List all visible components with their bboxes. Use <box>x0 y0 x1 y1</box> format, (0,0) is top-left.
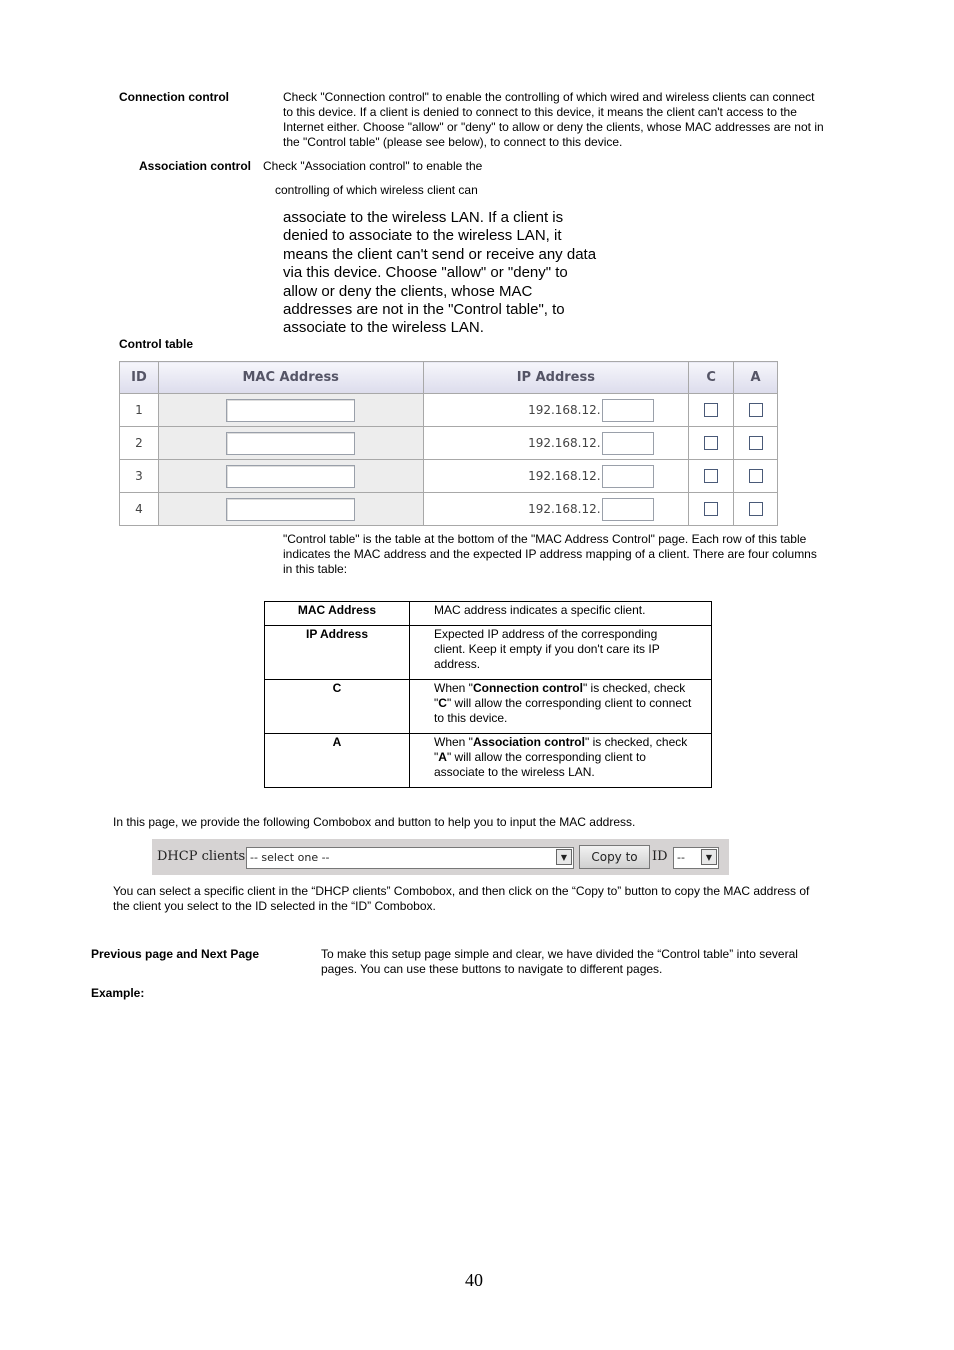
association-control-line1: Check "Association control" to enable the <box>263 159 483 173</box>
connection-checkbox[interactable] <box>704 403 718 417</box>
text-run: " <box>434 750 439 764</box>
header-mac-address: MAC Address <box>158 362 423 394</box>
table-row <box>265 734 712 788</box>
row-id: 2 <box>120 427 159 460</box>
text-line: pages. You can use these buttons to navigate to different pages. <box>321 962 663 976</box>
c-cell <box>689 394 734 427</box>
text-line: associate to the wireless LAN. <box>283 319 484 337</box>
text-run: " will allow the corresponding client to <box>446 750 646 764</box>
text-line: means the client can't send or receive any data <box>283 245 597 263</box>
text-line <box>434 735 709 750</box>
text-line: MAC address indicates a specific client. <box>434 603 646 617</box>
mac-cell <box>158 394 423 427</box>
columns-description-table <box>264 601 712 788</box>
association-control-line2: controlling of which wireless client can <box>275 183 478 197</box>
ip-last-octet-input[interactable] <box>602 465 654 488</box>
prev-next-description <box>321 947 881 977</box>
mac-address-input[interactable] <box>226 432 355 455</box>
column-name: C <box>265 680 410 734</box>
text-line: to this device. If a client is denied to connect to this device, it means the client can't access to the <box>283 105 797 119</box>
row-id: 4 <box>120 493 159 526</box>
control-table <box>119 361 778 526</box>
bold-run: A <box>438 750 447 764</box>
column-description <box>410 734 712 788</box>
column-name: A <box>265 734 410 788</box>
ip-last-octet-input[interactable] <box>602 432 654 455</box>
id-selected: -- <box>677 851 685 864</box>
text-line: address. <box>434 657 481 671</box>
control-table-description <box>283 532 883 577</box>
mac-cell <box>158 427 423 460</box>
ip-prefix: 192.168.12. <box>528 468 601 483</box>
header-ip-address: IP Address <box>423 362 689 394</box>
text-line: "Control table" is the table at the bottom of the "MAC Address Control" page. Each row of this table <box>283 532 807 546</box>
mac-cell <box>158 493 423 526</box>
chevron-down-icon: ▼ <box>556 849 572 865</box>
bold-run: C <box>438 696 447 710</box>
row-id: 3 <box>120 460 159 493</box>
table-row <box>265 602 712 626</box>
text-run: " is checked, check <box>582 681 686 695</box>
text-line: Internet either. Choose "allow" or "deny" to allow or deny the clients, whose MAC addresses are not in <box>283 120 824 134</box>
text-line: To make this setup page simple and clear, we have divided the “Control table” into several <box>321 947 798 961</box>
combobox-description <box>113 884 893 914</box>
connection-control-label: Connection control <box>119 90 229 104</box>
text-line: indicates the MAC address and the expected IP address mapping of a client. There are four columns <box>283 547 817 561</box>
header-c: C <box>689 362 734 394</box>
text-line: associate to the wireless LAN. If a client is <box>283 209 564 226</box>
c-cell <box>689 493 734 526</box>
ip-last-octet-input[interactable] <box>602 498 654 521</box>
text-line: to this device. <box>434 711 508 725</box>
association-checkbox[interactable] <box>749 403 763 417</box>
bold-run: Connection control <box>472 681 583 695</box>
text-line: Expected IP address of the corresponding <box>434 627 658 641</box>
association-checkbox[interactable] <box>749 502 763 516</box>
ip-cell <box>423 394 689 427</box>
a-cell <box>734 460 778 493</box>
text-line <box>434 750 709 765</box>
prev-next-label: Previous page and Next Page <box>91 947 260 961</box>
id-select[interactable] <box>673 847 719 869</box>
text-line: Check "Connection control" to enable the controlling of which wired and wireless clients can connect <box>283 90 815 104</box>
example-label: Example: <box>91 986 145 1000</box>
text-run: " will allow the corresponding client to connect <box>446 696 692 710</box>
text-line: in this table: <box>283 562 348 576</box>
column-description <box>410 680 712 734</box>
text-line <box>434 696 709 711</box>
table-row <box>120 493 778 526</box>
copy-to-button[interactable]: Copy to <box>579 845 650 869</box>
dhcp-clients-selected: -- select one -- <box>250 851 330 864</box>
mac-address-input[interactable] <box>226 498 355 521</box>
text-run: When " <box>434 735 473 749</box>
table-row <box>265 626 712 680</box>
association-checkbox[interactable] <box>749 436 763 450</box>
ip-cell <box>423 427 689 460</box>
row-id: 1 <box>120 394 159 427</box>
c-cell <box>689 460 734 493</box>
dhcp-clients-select[interactable] <box>246 847 574 869</box>
text-run: " <box>434 696 439 710</box>
column-description <box>410 602 712 626</box>
ip-cell <box>423 460 689 493</box>
text-line: the "Control table" (please see below), to connect to this device. <box>283 135 623 149</box>
association-checkbox[interactable] <box>749 469 763 483</box>
dhcp-clients-label: DHCP clients <box>157 849 246 864</box>
text-line: allow or deny the clients, whose MAC <box>283 282 533 300</box>
page-number: 40 <box>465 1270 483 1290</box>
connection-checkbox[interactable] <box>704 469 718 483</box>
text-line: via this device. Choose "allow" or "deny" to <box>283 264 568 282</box>
bold-run: Association control <box>472 735 585 749</box>
combobox-bar <box>152 839 729 875</box>
table-row <box>265 680 712 734</box>
id-label: ID <box>652 849 668 864</box>
text-run: " is checked, check <box>584 735 688 749</box>
association-control-label: Association control <box>139 159 252 173</box>
text-line: You can select a specific client in the “DHCP clients” Combobox, and then click on the “Copy to” button to copy the MAC address of <box>113 884 810 898</box>
connection-control-description <box>283 90 883 150</box>
table-row <box>120 427 778 460</box>
chevron-down-icon: ▼ <box>701 849 717 865</box>
text-line: associate to the wireless LAN. <box>434 765 595 779</box>
c-cell <box>689 427 734 460</box>
a-cell <box>734 427 778 460</box>
column-description <box>410 626 712 680</box>
table-row <box>120 394 778 427</box>
combobox-intro: In this page, we provide the following Combobox and button to help you to input the MAC address. <box>113 815 636 829</box>
ip-prefix: 192.168.12. <box>528 501 601 516</box>
header-id: ID <box>120 362 159 394</box>
text-line <box>434 681 709 696</box>
text-line: client. Keep it empty if you don't care its IP <box>434 642 660 656</box>
mac-cell <box>158 460 423 493</box>
text-line: denied to associate to the wireless LAN, it <box>283 227 562 245</box>
control-table-label: Control table <box>119 337 193 351</box>
association-control-description <box>283 209 643 338</box>
text-line: the client you select to the ID selected in the “ID” Combobox. <box>113 899 436 913</box>
column-name: MAC Address <box>265 602 410 626</box>
table-row <box>120 460 778 493</box>
a-cell <box>734 493 778 526</box>
a-cell <box>734 394 778 427</box>
ip-prefix: 192.168.12. <box>528 435 601 450</box>
ip-prefix: 192.168.12. <box>528 402 601 417</box>
column-name: IP Address <box>265 626 410 680</box>
connection-checkbox[interactable] <box>704 502 718 516</box>
header-a: A <box>734 362 778 394</box>
ip-cell <box>423 493 689 526</box>
control-table-header <box>120 362 778 394</box>
mac-address-input[interactable] <box>226 465 355 488</box>
text-run: When " <box>434 681 473 695</box>
mac-address-input[interactable] <box>226 399 355 422</box>
connection-checkbox[interactable] <box>704 436 718 450</box>
ip-last-octet-input[interactable] <box>602 399 654 422</box>
text-line: addresses are not in the "Control table", to <box>283 301 565 319</box>
